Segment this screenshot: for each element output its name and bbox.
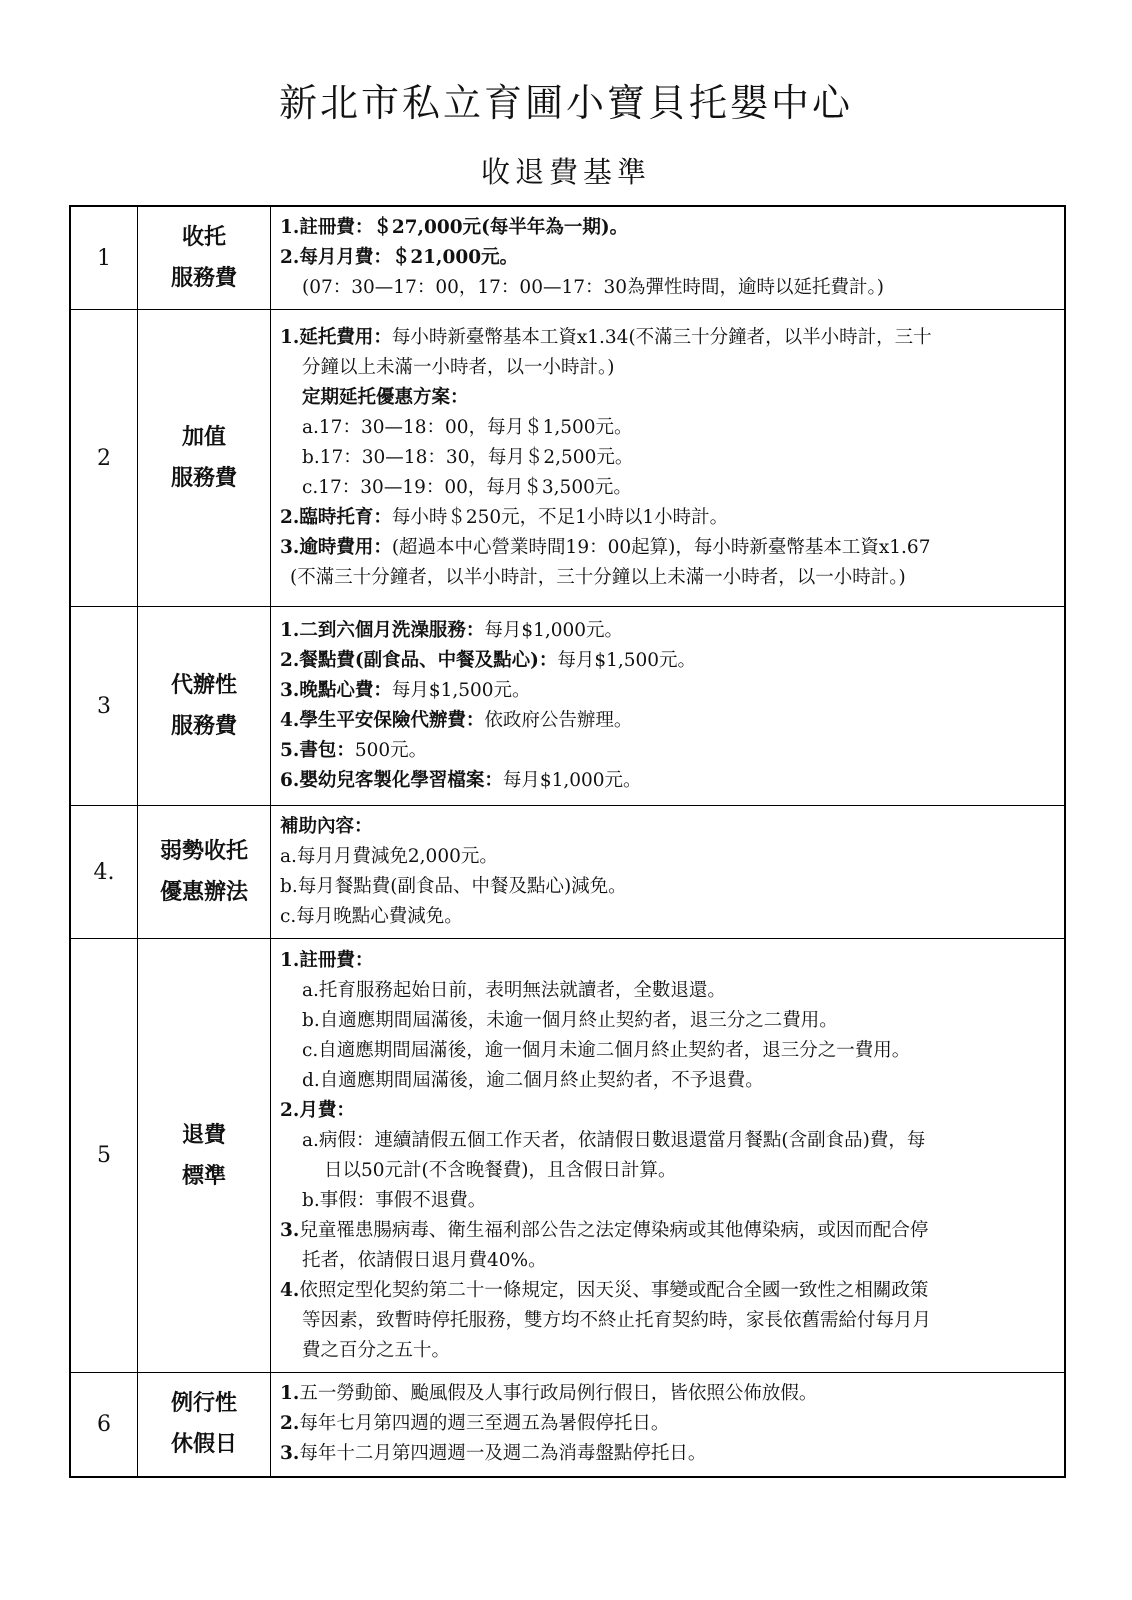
row-number: 5 — [70, 939, 138, 1373]
row-content: 1.註冊費：＄27,000元(每半年為一期)。 2.每月月費：＄21,000元。 (07：30—17：00，17：00—17：30為彈性時間，逾時以延托費計。) — [271, 206, 1066, 310]
row-number: 1 — [70, 206, 138, 310]
page-subtitle: 收退費基準 — [480, 155, 651, 189]
row-category: 代辦性 服務費 — [138, 607, 271, 806]
row-content: 1.註冊費： a.托育服務起始日前，表明無法就讀者，全數退還。 b.自適應期間屆滿後，未逾一個月終止契約者，退三分之二費用。 c.自適應期間屆滿後，逾一個月未逾二個月終止契約者，退三分之一費用。 d.自適應期間屆滿後，逾二個月終止契約者，不予退費。 2.月費： a.病假：連續請假五個工作天者，依請假日數退還當月餐點(含副食品)費，每 日以50元計(不含晚餐費)，且含假日計算。 b.事假：事假不退費。 3.兒童罹患腸病毒、衛生福利部公告之法定傳染病或其他傳染病，或因而配合停 托者，依請假日退月費40%。 4.依照定型化契約第二十一條規定，因天災、事變或配合全國一致性之相關政策 等因素，致暫時停托服務，雙方均不終止托育契約時，家長依舊需給付每月月 費之百分之五十。 — [271, 939, 1066, 1373]
row-category: 退費 標準 — [138, 939, 271, 1373]
row-category: 收托 服務費 — [138, 206, 271, 310]
table-row — [70, 806, 1065, 939]
row-category: 弱勢收托 優惠辦法 — [138, 806, 271, 939]
row-number: 3 — [70, 607, 138, 806]
row-category: 加值 服務費 — [138, 310, 271, 607]
table-row — [70, 1373, 1065, 1477]
table-row — [70, 939, 1065, 1373]
row-number: 2 — [70, 310, 138, 607]
row-number: 4. — [70, 806, 138, 939]
row-category: 例行性 休假日 — [138, 1373, 271, 1477]
row-content: 1.延托費用：每小時新臺幣基本工資x1.34(不滿三十分鐘者，以半小時計，三十 分鐘以上未滿一小時者，以一小時計。) 定期延托優惠方案： a.17：30—18：00，每月＄1,500元。 b.17：30—18：30，每月＄2,500元。 c.17：30—19：00，每月＄3,500元。 2.臨時托育：每小時＄250元，不足1小時以1小時計。 3.逾時費用：(超過本中心營業時間19：00起算)，每小時新臺幣基本工資x1.67 (不滿三十分鐘者，以半小時計，三十分鐘以上未滿一小時者，以一小時計。) — [271, 310, 1066, 607]
row-content: 補助內容： a.每月月費減免2,000元。 b.每月餐點費(副食品、中餐及點心)減免。 c.每月晚點心費減免。 — [271, 806, 1066, 939]
fee-table — [69, 205, 1066, 1478]
row-content: 1.二到六個月洗澡服務：每月$1,000元。 2.餐點費(副食品、中餐及點心)：每月$1,500元。 3.晚點心費：每月$1,500元。 4.學生平安保險代辦費：依政府公告辦理。 5.書包：500元。 6.嬰幼兒客製化學習檔案：每月$1,000元。 — [271, 607, 1066, 806]
table-row — [70, 310, 1065, 607]
row-content: 1.五一勞動節、颱風假及人事行政局例行假日，皆依照公佈放假。 2.每年七月第四週的週三至週五為暑假停托日。 3.每年十二月第四週週一及週二為消毒盤點停托日。 — [271, 1373, 1066, 1477]
row-number: 6 — [70, 1373, 138, 1477]
table-row — [70, 607, 1065, 806]
page-title: 新北市私立育圃小寶貝托嬰中心 — [278, 81, 853, 125]
table-row — [70, 206, 1065, 310]
